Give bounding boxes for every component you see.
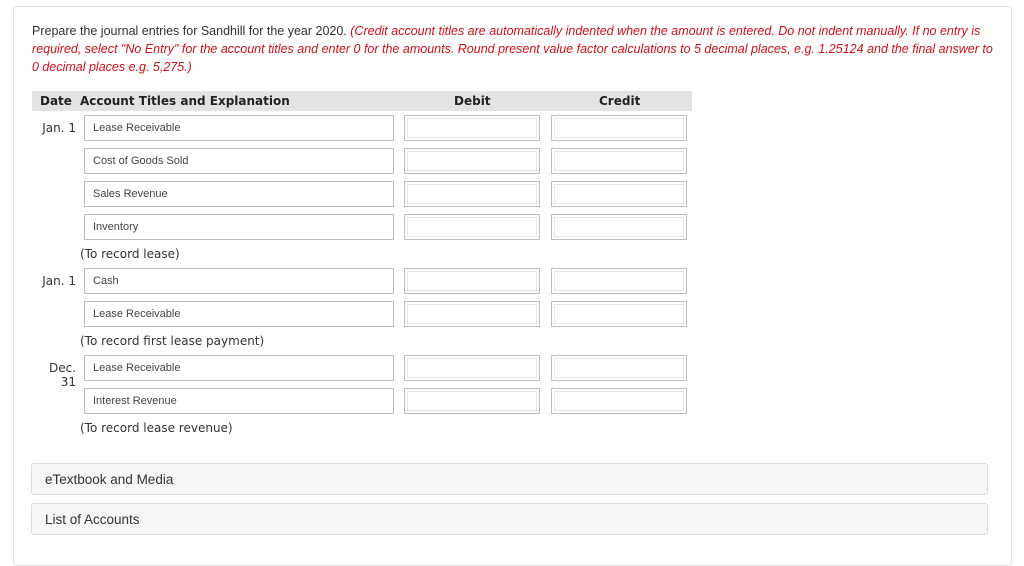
debit-input[interactable] bbox=[404, 214, 540, 240]
entry-date: Jan. 1 bbox=[42, 274, 76, 288]
instructions-note: (Credit account titles are automatically indented when the amount is entered. Do not indent manually. If no entry is required, select "No Entry" for the account titles and enter 0 for the amounts. Round present value factor calculations to 5 decimal places, e.g. 1.25124 and the final answer to 0 decimal places e.g. 5,275.) bbox=[32, 24, 993, 74]
credit-input[interactable] bbox=[551, 148, 687, 174]
entry-date: Dec. 31 bbox=[48, 361, 76, 389]
credit-input[interactable] bbox=[551, 355, 687, 381]
entry-date: Jan. 1 bbox=[42, 121, 76, 135]
debit-input[interactable] bbox=[404, 301, 540, 327]
header-account: Account Titles and Explanation bbox=[80, 94, 290, 108]
header-debit: Debit bbox=[454, 94, 491, 108]
account-title-select[interactable]: Cash bbox=[84, 268, 394, 294]
entry-explanation: (To record lease revenue) bbox=[80, 421, 233, 435]
header-date: Date bbox=[40, 94, 72, 108]
debit-input[interactable] bbox=[404, 268, 540, 294]
credit-input[interactable] bbox=[551, 301, 687, 327]
list-of-accounts-panel[interactable]: List of Accounts bbox=[31, 503, 988, 535]
account-title-select[interactable]: Sales Revenue bbox=[84, 181, 394, 207]
account-title-select[interactable]: Inventory bbox=[84, 214, 394, 240]
credit-input[interactable] bbox=[551, 214, 687, 240]
instructions bbox=[32, 22, 997, 76]
debit-input[interactable] bbox=[404, 181, 540, 207]
entry-explanation: (To record lease) bbox=[80, 247, 180, 261]
credit-input[interactable] bbox=[551, 115, 687, 141]
entry-explanation: (To record first lease payment) bbox=[80, 334, 265, 348]
debit-input[interactable] bbox=[404, 115, 540, 141]
account-title-select[interactable]: Lease Receivable bbox=[84, 301, 394, 327]
etextbook-media-panel[interactable]: eTextbook and Media bbox=[31, 463, 988, 495]
debit-input[interactable] bbox=[404, 148, 540, 174]
credit-input[interactable] bbox=[551, 181, 687, 207]
debit-input[interactable] bbox=[404, 355, 540, 381]
account-title-select[interactable]: Lease Receivable bbox=[84, 355, 394, 381]
credit-input[interactable] bbox=[551, 388, 687, 414]
account-title-select[interactable]: Cost of Goods Sold bbox=[84, 148, 394, 174]
header-credit: Credit bbox=[599, 94, 641, 108]
account-title-select[interactable]: Interest Revenue bbox=[84, 388, 394, 414]
instructions-intro: Prepare the journal entries for Sandhill for the year 2020. bbox=[32, 24, 347, 38]
journal-table-header bbox=[32, 91, 692, 111]
account-title-select[interactable]: Lease Receivable bbox=[84, 115, 394, 141]
debit-input[interactable] bbox=[404, 388, 540, 414]
credit-input[interactable] bbox=[551, 268, 687, 294]
